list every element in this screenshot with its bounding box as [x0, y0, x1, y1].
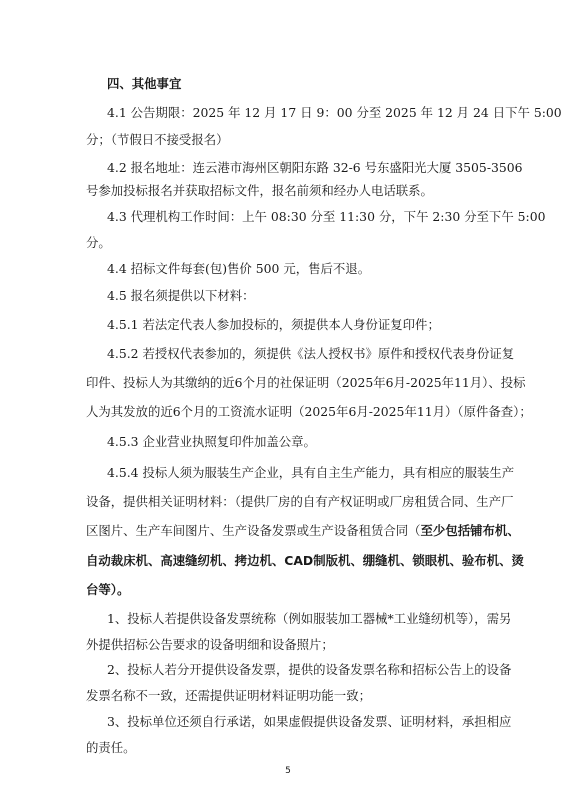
text-line: 号参加投标报名并获取招标文件，报名前须和经办人电话联系。: [86, 183, 433, 198]
bold-text-line: 自动裁床机、高速缝纫机、拷边机、CAD制版机、绷缝机、锁眼机、验布机、烫: [86, 553, 524, 568]
text-line: 4.5.4 投标人须为服装生产企业，具有自主生产能力，具有相应的服装生产: [107, 465, 515, 480]
text-run: 区图片、生产车间图片、生产设备发票或生产设备租赁合同（: [86, 523, 421, 538]
text-line: 人为其发放的近6个月的工资流水证明（2025年6月-2025年11月）（原件备查）；: [86, 404, 532, 419]
text-line: 4.3 代理机构工作时间：上午 08:30 分至 11:30 分，下午 2:30 分至下午 5:00: [107, 209, 546, 224]
text-line: 分。: [86, 235, 111, 250]
text-line: 4.5.2 若授权代表参加的，须提供《法人授权书》原件和授权代表身份证复: [107, 346, 515, 361]
text-line: 4.5.3 企业营业执照复印件加盖公章。: [107, 434, 316, 449]
section-heading: 四、其他事宜: [107, 76, 182, 91]
text-line: 4.2 报名地址：连云港市海州区朝阳东路 32-6 号东盛阳光大厦 3505-3506: [107, 160, 523, 175]
text-line: 4.5 报名须提供以下材料：: [107, 288, 255, 303]
text-line: 1、投标人若提供设备发票统称（例如服装加工器械*工业缝纫机等），需另: [107, 611, 512, 626]
text-line: 3、投标单位还须自行承诺，如果虚假提供设备发票、证明材料，承担相应: [107, 714, 512, 729]
text-line: 4.1 公告期限：2025 年 12 月 17 日 9：00 分至 2025 年 12 月 24 日下午 5:00: [107, 105, 562, 120]
page-number: 5: [285, 766, 291, 776]
bold-text-line: 台等）。: [86, 582, 130, 597]
text-line: 4.5.1 若法定代表人参加投标的，须提供本人身份证复印件；: [107, 317, 440, 332]
text-line: 的责任。: [86, 740, 136, 755]
text-line: [86, 523, 520, 539]
text-line: 印件、投标人为其缴纳的近6个月的社保证明（2025年6月-2025年11月）、投标: [86, 375, 526, 390]
text-line: 设备，提供相关证明材料：（提供厂房的自有产权证明或厂房租赁合同、生产厂: [86, 494, 514, 509]
bold-text-run: 至少包括铺布机、: [420, 523, 520, 538]
text-line: 发票名称不一致，还需提供证明材料证明功能一致；: [86, 688, 371, 703]
text-line: 4.4 招标文件每套(包)售价 500 元，售后不退。: [107, 261, 371, 276]
text-line: 2、投标人若分开提供设备发票，提供的设备发票名称和招标公告上的设备: [107, 662, 512, 677]
text-line: 外提供招标公告要求的设备明细和设备照片；: [86, 637, 334, 652]
text-line: 分；（节假日不接受报名）: [86, 132, 229, 147]
